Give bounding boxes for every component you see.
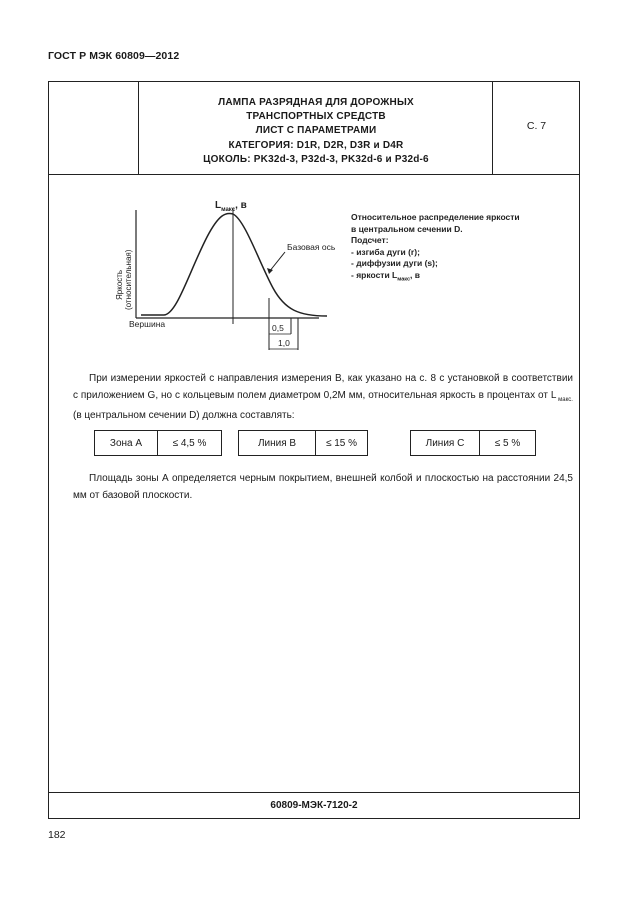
note-line-3: Подсчет: — [351, 235, 389, 245]
base-axis-leader — [269, 252, 285, 272]
luminance-curve — [141, 213, 327, 316]
value-limit: ≤ 4,5 % — [172, 437, 207, 449]
value-limit: ≤ 5 % — [494, 437, 521, 449]
vertex-label: Вершина — [129, 319, 166, 329]
figure-note — [351, 212, 520, 286]
page-number: 182 — [48, 829, 66, 841]
note-line-6: - яркости $L_{макс}$, в — [351, 269, 420, 283]
document-code: 60809-МЭК-7120-2 — [270, 800, 358, 811]
dim-label-large: 1,0 — [278, 338, 290, 348]
sheet-frame — [48, 81, 580, 819]
note-line-4: - изгиба дуги (r); — [351, 246, 420, 257]
peak-label-suffix: , в — [235, 200, 247, 211]
value-name: Линия С — [411, 431, 480, 455]
note-line-1: Относительное распределение яркости — [351, 212, 520, 222]
value-name: Зона А — [95, 431, 158, 455]
sheet-number: С. 7 — [526, 120, 547, 132]
title-line-1: ЛАМПА РАЗРЯДНАЯ ДЛЯ ДОРОЖНЫХ — [218, 97, 414, 108]
value-limit: ≤ 15 % — [325, 437, 358, 449]
value-table-line-b — [238, 430, 368, 456]
peak-label-sub: макс — [221, 207, 236, 213]
base-axis-label: Базовая ось — [287, 242, 336, 252]
y-axis-label-2: (относительная) — [124, 249, 133, 310]
value-table-zone-a — [94, 430, 222, 456]
standard-designation: ГОСТ Р МЭК 60809—2012 — [48, 50, 180, 62]
title-line-5: ЦОКОЛЬ: PK32d-3, P32d-3, PK32d-6 и P32d-6 — [203, 153, 429, 165]
zone-area-paragraph: Площадь зоны А определяется черным покрытием, внешней колбой и плоскостью на расстоянии 24,5 мм от базовой плоскости. — [73, 473, 573, 501]
note-line-2: в центральном сечении D. — [351, 223, 463, 234]
y-axis-label-1: Яркость — [115, 269, 124, 300]
title-bottom-rule — [49, 174, 579, 175]
value-name: Линия В — [239, 431, 316, 455]
value-table-line-c — [410, 430, 536, 456]
footer-top-rule — [49, 792, 579, 793]
title-line-2: ТРАНСПОРТНЫХ СРЕДСТВ — [246, 111, 386, 123]
peak-label: L — [215, 200, 222, 211]
measurement-paragraph: При измерении яркостей с направления измерения В, как указано на с. 8 с установкой в соответствии с приложением G, но с кольцевым полем диаметром 0,2M мм, относительная яркость в процентах от L $_{макс.}$ (в центральном сечении D) должна составлять: — [73, 373, 573, 421]
dim-label-small: 0,5 — [272, 323, 284, 333]
svg-text:Lмакс, в — [215, 200, 247, 213]
title-line-3: ЛИСТ С ПАРАМЕТРАМИ — [255, 125, 377, 137]
sheet-title — [139, 96, 493, 167]
note-line-5: - диффузии дуги (s); — [351, 258, 438, 268]
title-line-4: КАТЕГОРИЯ: D1R, D2R, D3R и D4R — [228, 139, 404, 151]
